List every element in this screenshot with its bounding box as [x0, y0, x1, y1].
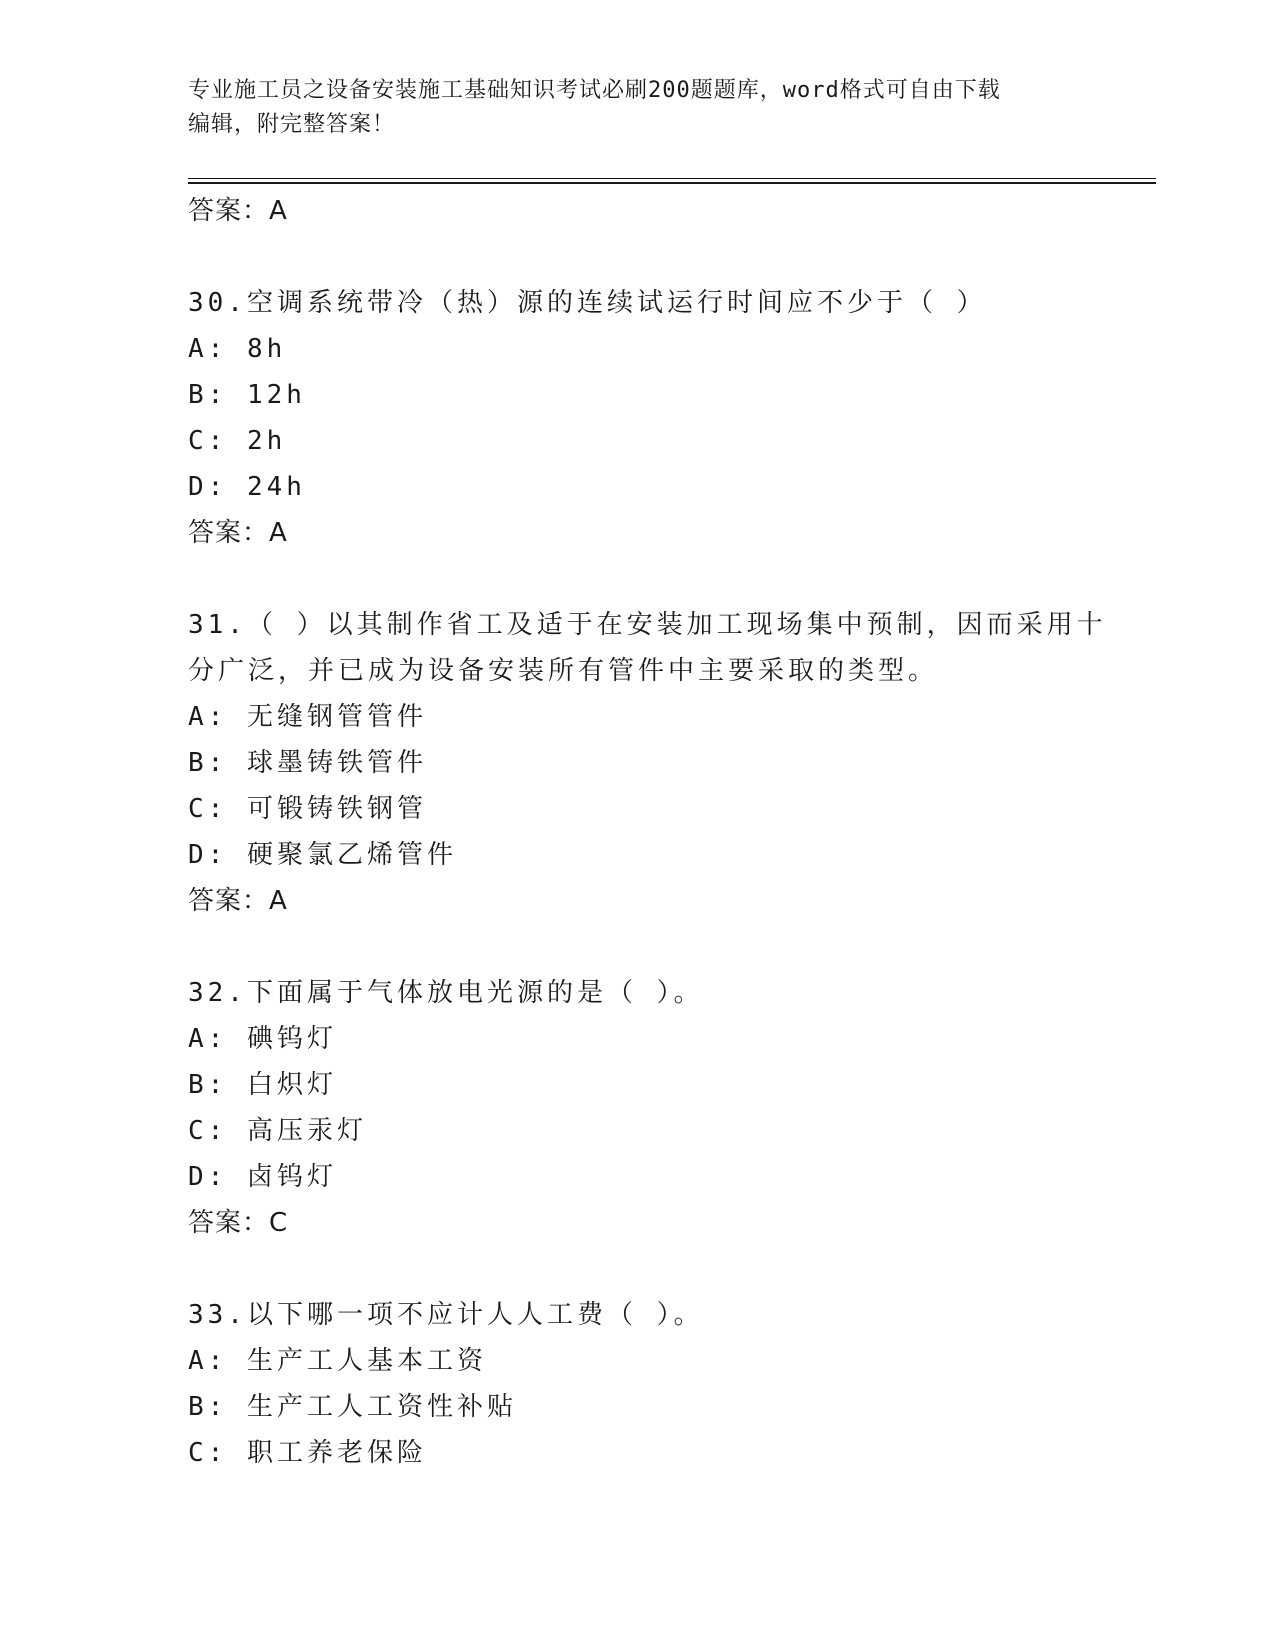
option-d: D: 24h	[188, 472, 306, 502]
spacer	[188, 1246, 1088, 1292]
question-title: 32.下面属于气体放电光源的是（ ）。	[188, 978, 704, 1008]
header-line-1: 专业施工员之设备安装施工基础知识考试必刷200题题库，word格式可自由下载	[188, 78, 1001, 103]
previous-answer: 答案：A	[188, 196, 288, 226]
answer: 答案：A	[188, 518, 288, 548]
option-b: B: 白炽灯	[188, 1070, 337, 1100]
spacer	[188, 556, 1088, 602]
option-a: A: 无缝钢管管件	[188, 702, 427, 732]
option-b: B: 生产工人工资性补贴	[188, 1392, 517, 1422]
header-divider-thick	[188, 182, 1156, 184]
document-body	[188, 188, 1107, 1476]
option-c: C: 职工养老保险	[188, 1438, 427, 1468]
answer: 答案：A	[188, 886, 288, 916]
question-33	[188, 1292, 1088, 1476]
spacer	[188, 924, 1088, 970]
question-title: 33.以下哪一项不应计人人工费（ ）。	[188, 1300, 704, 1330]
document-header	[188, 74, 1068, 142]
option-c: C: 高压汞灯	[188, 1116, 367, 1146]
question-title: 30.空调系统带冷（热）源的连续试运行时间应不少于（ ）	[188, 288, 987, 318]
option-b: B: 12h	[188, 380, 306, 410]
question-31	[188, 602, 1107, 924]
question-30	[188, 280, 1088, 556]
spacer	[188, 234, 1088, 280]
header-line-2: 编辑，附完整答案！	[188, 112, 396, 137]
option-c: C: 2h	[188, 426, 287, 456]
header-divider-thin	[188, 178, 1156, 179]
option-a: A: 碘钨灯	[188, 1024, 337, 1054]
answer: 答案：C	[188, 1208, 289, 1238]
question-title-line-2: 分广泛，并已成为设备安装所有管件中主要采取的类型。	[188, 656, 939, 686]
option-b: B: 球墨铸铁管件	[188, 748, 427, 778]
option-c: C: 可锻铸铁钢管	[188, 794, 427, 824]
question-32	[188, 970, 1088, 1246]
option-d: D: 硬聚氯乙烯管件	[188, 840, 457, 870]
option-a: A: 8h	[188, 334, 287, 364]
option-d: D: 卤钨灯	[188, 1162, 337, 1192]
option-a: A: 生产工人基本工资	[188, 1346, 487, 1376]
question-title-line-1: 31.（ ）以其制作省工及适于在安装加工现场集中预制，因而采用十	[188, 610, 1107, 640]
